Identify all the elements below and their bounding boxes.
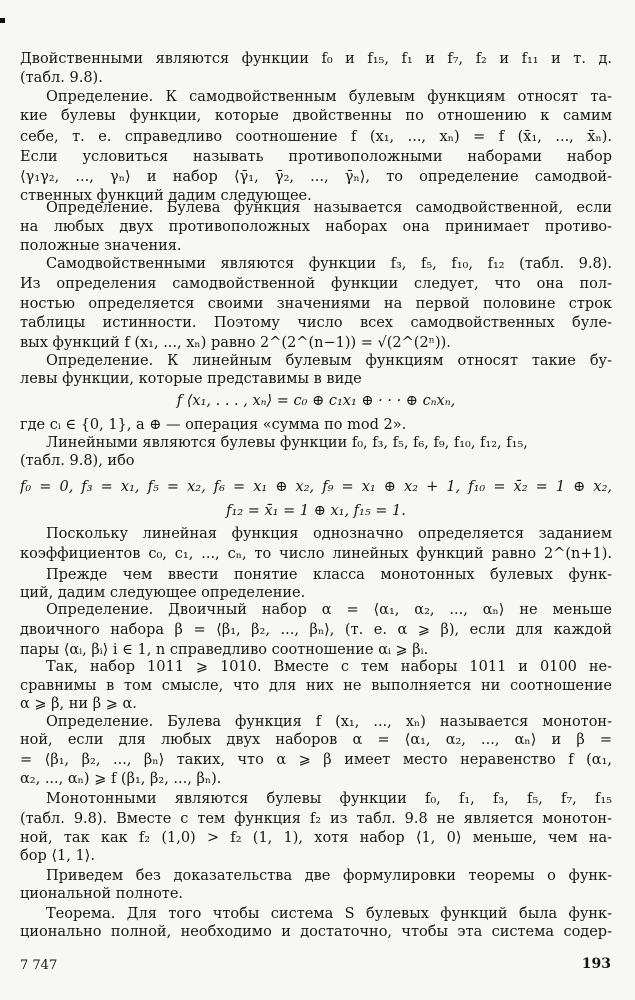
text-line: ционально полной, необходимо и достаточно, чтобы эта система содер- (20, 924, 612, 940)
text-line: себе, т. е. справедливо соотношение f (x₁, ..., xₙ) = f̄ (x̄₁, ..., x̄ₙ). (20, 129, 612, 145)
text-line: Самодвойственными являются функции f₃, f₅, f₁₀, f₁₂ (табл. 9.8). (46, 256, 612, 272)
text-line: Теорема. Для того чтобы система S булевых функций была функ- (46, 906, 612, 922)
text-line: α ⩾ β, ни β ⩾ α. (20, 696, 137, 712)
text-line: Из определения самодвойственной функции следует, что она пол- (20, 276, 612, 292)
text-line: ⟨γ₁γ₂, ..., γₙ⟩ и набор ⟨γ̄₁, γ̄₂, ..., γ̄ₙ⟩, то определение самодвой- (20, 169, 612, 185)
formula-line: f₁₂ = x̄₁ = 1 ⊕ x₁, f₁₅ = 1. (226, 503, 406, 519)
text-line: Если условиться называть противоположными наборами набор (20, 149, 612, 165)
corner-mark (0, 18, 5, 23)
text-line: циональной полноте. (20, 886, 184, 902)
formula-line: f ⟨x₁, . . . , xₙ⟩ = c₀ ⊕ c₁x₁ ⊕ · · · ⊕ cₙxₙ, (176, 393, 456, 409)
text-line: левы функции, которые представимы в виде (20, 371, 362, 387)
text-line: ций, дадим следующее определение. (20, 585, 306, 601)
text-line: кие булевы функции, которые двойственны по отношению к самим (20, 108, 612, 124)
page-number: 193 (581, 956, 611, 972)
text-line: α₂, ..., αₙ) ⩾ f (β₁, β₂, ..., βₙ). (20, 771, 222, 787)
text-line: ной, если для любых двух наборов α = ⟨α₁, α₂, ..., αₙ⟩ и β = (20, 732, 612, 748)
text-line: где cᵢ ∈ {0, 1}, а ⊕ — операция «сумма по mod 2». (20, 417, 407, 433)
text-line: (табл. 9.8), ибо (20, 453, 135, 469)
text-line: Прежде чем ввести понятие класса монотонных булевых функ- (46, 567, 612, 583)
text-line: Определение. Булева функция называется самодвойственной, если (46, 200, 612, 216)
text-line: положные значения. (20, 238, 182, 254)
text-line: таблицы истинности. Поэтому число всех самодвойственных буле- (20, 315, 612, 331)
text-line: бор ⟨1, 1⟩. (20, 848, 95, 864)
formula-line: f₀ = 0, f₃ = x₁, f₅ = x₂, f₆ = x₁ ⊕ x₂, f₉ = x₁ ⊕ x₂ + 1, f₁₀ = x̄₂ = 1 ⊕ x₂, (20, 479, 612, 495)
text-line: (табл. 9.8). Вместе с тем функция f₂ из табл. 9.8 не является монотон- (20, 811, 612, 827)
text-line: Линейными являются булевы функции f₀, f₃, f₅, f₆, f₉, f₁₀, f₁₂, f₁₅, (46, 435, 528, 451)
printer-signature: 7 747 (20, 958, 58, 973)
text-line: вых функций f (x₁, ..., xₙ) равно 2^(2^(n−1)) = √(2^(2ⁿ)). (20, 335, 451, 351)
text-line: ностью определяется своими значениями на первой половине строк (20, 296, 612, 312)
text-line: на любых двух противоположных наборах она принимает противо- (20, 219, 612, 235)
text-line: Определение. К самодвойственным булевым функциям относят та- (46, 89, 612, 105)
text-line: Определение. Булева функция f (x₁, ..., xₙ) называется монотон- (46, 714, 612, 730)
text-line: коэффициентов c₀, c₁, ..., cₙ, то число линейных функций равно 2^(n+1). (20, 546, 612, 562)
text-line: Монотонными являются булевы функции f₀, f₁, f₃, f₅, f₇, f₁₅ (46, 791, 612, 807)
text-line: двоичного набора β = ⟨β₁, β₂, ..., βₙ⟩, (т. е. α ⩾ β), если для каждой (20, 622, 612, 638)
text-line: Поскольку линейная функция однозначно определяется заданием (46, 526, 612, 542)
text-line: пары ⟨αᵢ, βᵢ⟩ i ∈ 1, n справедливо соотношение αᵢ ⩾ βᵢ. (20, 642, 429, 658)
text-line: = ⟨β₁, β₂, ..., βₙ⟩ таких, что α ⩾ β имеет место неравенство f (α₁, (20, 752, 612, 768)
text-line: ной, так как f₂ (1,0) > f₂ (1, 1), хотя набор ⟨1, 0⟩ меньше, чем на- (20, 830, 612, 846)
text-line: (табл. 9.8). (20, 70, 103, 86)
text-line: сравнимы в том смысле, что для них не выполняется ни соотношение (20, 678, 612, 694)
text-line: ственных функций дадим следующее. (20, 188, 312, 204)
text-line: Определение. К линейным булевым функциям относят такие бу- (46, 353, 612, 369)
text-line: Приведем без доказательства две формулировки теоремы о функ- (46, 868, 612, 884)
text-line: Двойственными являются функции f₀ и f₁₅, f₁ и f₇, f₂ и f₁₁ и т. д. (20, 51, 612, 67)
text-line: Так, набор 1011 ⩾ 1010. Вместе с тем наборы 1011 и 0100 не- (46, 659, 612, 675)
text-line: Определение. Двоичный набор α = ⟨α₁, α₂, ..., αₙ⟩ не меньше (46, 602, 612, 618)
